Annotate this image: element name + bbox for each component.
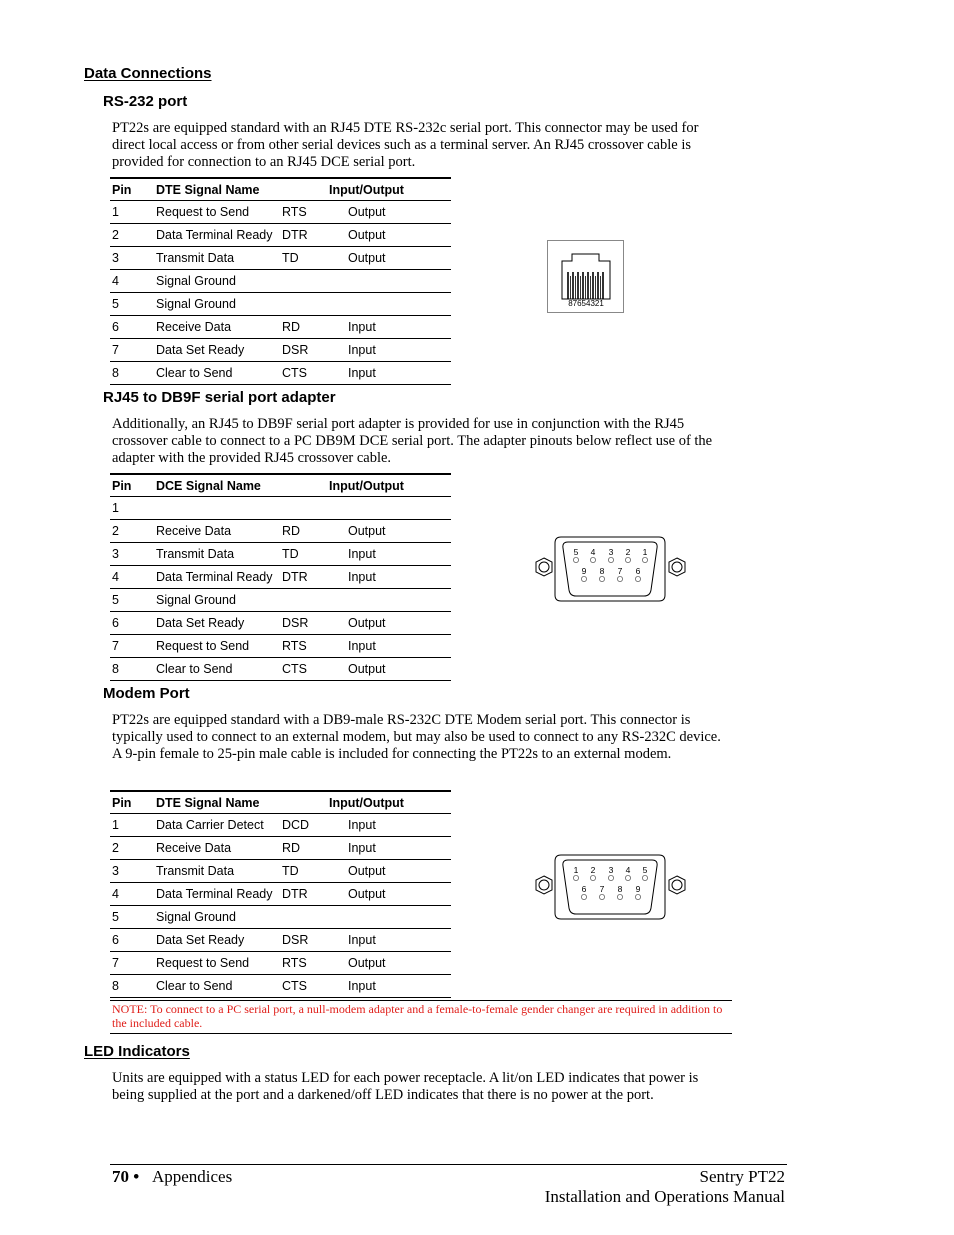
db9m-pin-label: 5 [642,865,648,875]
db9m-pin-label: 6 [581,884,587,894]
subheading-rj45-db9f-adapter: RJ45 to DB9F serial port adapter [103,389,336,406]
section-heading-data-connections: Data Connections [84,65,212,82]
abbrev-cell: RTS [282,635,328,658]
null-modem-note: NOTE: To connect to a PC serial port, a null-modem adapter and a female-to-female gender changer are required in addition to the included cable. [110,1000,732,1034]
pin-cell: 5 [110,589,156,612]
db9f-pin-label: 2 [625,547,631,557]
table-header-row [110,474,451,497]
io-cell: Input [328,929,451,952]
db9m-pin-label: 7 [599,884,605,894]
table-row [110,952,451,975]
io-cell: Input [328,814,451,837]
header-abbrev [282,791,328,814]
abbrev-cell: RTS [282,201,328,224]
abbrev-cell: DTR [282,566,328,589]
abbrev-cell: DSR [282,612,328,635]
pin-cell: 4 [110,270,156,293]
section-heading-led-indicators: LED Indicators [84,1043,190,1060]
signal-name-cell: Data Terminal Ready [156,566,282,589]
table-row [110,612,451,635]
io-cell [328,906,451,929]
io-cell [328,293,451,316]
abbrev-cell: CTS [282,362,328,385]
header-input-output: Input/Output [328,178,451,201]
signal-name-cell: Receive Data [156,520,282,543]
pin-cell: 4 [110,566,156,589]
abbrev-cell [282,589,328,612]
abbrev-cell: RTS [282,952,328,975]
pin-cell: 3 [110,543,156,566]
abbrev-cell: CTS [282,975,328,998]
io-cell: Input [328,566,451,589]
table-row [110,906,451,929]
signal-name-cell: Signal Ground [156,906,282,929]
io-cell: Output [328,520,451,543]
db9m-pin-label: 1 [573,865,579,875]
signal-name-cell: Signal Ground [156,589,282,612]
abbrev-cell: TD [282,247,328,270]
footer-rule [110,1164,787,1165]
signal-name-cell: Clear to Send [156,362,282,385]
pin-cell: 8 [110,658,156,681]
footer-right [545,1167,785,1207]
pin-cell: 7 [110,635,156,658]
abbrev-cell: DTR [282,224,328,247]
table-row [110,883,451,906]
table-row [110,837,451,860]
db9m-pin-label: 2 [590,865,596,875]
footer-section: Appendices [151,1167,233,1186]
pin-cell: 1 [110,814,156,837]
abbrev-cell: RD [282,520,328,543]
io-cell: Output [328,952,451,975]
right-mounting-nut [669,558,685,576]
table-row [110,520,451,543]
page-number: 70 [112,1167,129,1186]
io-cell: Output [328,860,451,883]
db9f-pin-label: 7 [617,566,623,576]
db9f-pin-label: 6 [635,566,641,576]
right-mounting-nut [669,876,685,894]
io-cell: Input [328,543,451,566]
header-input-output: Input/Output [328,474,451,497]
io-cell: Output [328,883,451,906]
footer-bullet: • [133,1167,140,1186]
io-cell [328,589,451,612]
pin-cell: 4 [110,883,156,906]
signal-name-cell: Clear to Send [156,975,282,998]
left-mounting-nut [536,876,552,894]
adapter-pinout-table [110,473,451,681]
io-cell: Input [328,362,451,385]
left-mounting-nut [536,558,552,576]
signal-name-cell [156,497,282,520]
abbrev-cell [282,906,328,929]
led-paragraph: Units are equipped with a status LED for each power receptacle. A lit/on LED indicates that power is being supplied at the port and a darkened/off LED indicates that there is no power at the port. [112,1070,699,1103]
pin-cell: 1 [110,497,156,520]
subheading-modem-port: Modem Port [103,685,190,702]
signal-name-cell: Signal Ground [156,270,282,293]
signal-name-cell: Data Set Ready [156,612,282,635]
db9f-pin-label: 5 [573,547,579,557]
table-row [110,497,451,520]
io-cell: Output [328,201,451,224]
rj45-pin-label: 87654321 [568,299,604,308]
rj45-jack-diagram [547,240,625,313]
pin-cell: 6 [110,929,156,952]
signal-name-cell: Data Terminal Ready [156,224,282,247]
signal-name-cell: Request to Send [156,952,282,975]
db9m-pin-label: 9 [635,884,641,894]
io-cell: Output [328,247,451,270]
header-signal-name: DCE Signal Name [156,474,282,497]
io-cell: Output [328,224,451,247]
abbrev-cell: DSR [282,929,328,952]
signal-name-cell: Transmit Data [156,860,282,883]
db9f-pin-label: 8 [599,566,605,576]
pin-cell: 5 [110,293,156,316]
table-row [110,224,451,247]
footer-manual: Installation and Operations Manual [544,1187,785,1206]
db9-male-connector-diagram [530,851,690,923]
db9m-pin-label: 4 [625,865,631,875]
db9f-pin-label: 4 [590,547,596,557]
abbrev-cell: RD [282,316,328,339]
signal-name-cell: Data Carrier Detect [156,814,282,837]
db9m-pin-label: 3 [608,865,614,875]
header-signal-name: DTE Signal Name [156,791,282,814]
signal-name-cell: Receive Data [156,837,282,860]
rs232-pinout-table [110,177,451,385]
header-signal-name: DTE Signal Name [156,178,282,201]
signal-name-cell: Clear to Send [156,658,282,681]
footer-left [112,1167,232,1187]
io-cell: Input [328,316,451,339]
table-row [110,270,451,293]
header-input-output: Input/Output [328,791,451,814]
table-header-row [110,178,451,201]
pin-cell: 3 [110,860,156,883]
abbrev-cell: RD [282,837,328,860]
signal-name-cell: Request to Send [156,201,282,224]
header-pin: Pin [110,474,156,497]
table-row [110,975,451,998]
table-row [110,589,451,612]
abbrev-cell [282,293,328,316]
pin-cell: 2 [110,520,156,543]
abbrev-cell [282,270,328,293]
signal-name-cell: Data Set Ready [156,339,282,362]
io-cell: Input [328,837,451,860]
abbrev-cell: DTR [282,883,328,906]
subheading-rs232-port: RS-232 port [103,93,188,110]
io-cell: Output [328,612,451,635]
pin-cell: 8 [110,362,156,385]
db9f-pin-label: 9 [581,566,587,576]
adapter-paragraph: Additionally, an RJ45 to DB9F serial port adapter is provided for use in conjunction with the RJ45 crossover cable to connect to a PC DB9M DCE serial port. The adapter pinouts below reflect use of the adapter with the provided RJ45 crossover cable. [112,416,713,466]
db9-female-connector-diagram [530,533,690,605]
modem-pinout-table [110,790,451,998]
header-abbrev [282,178,328,201]
db9m-pin-label: 8 [617,884,623,894]
io-cell: Input [328,975,451,998]
table-row [110,543,451,566]
db9f-pin-label: 3 [608,547,614,557]
pin-cell: 7 [110,339,156,362]
table-row [110,339,451,362]
abbrev-cell: DSR [282,339,328,362]
io-cell [328,497,451,520]
signal-name-cell: Transmit Data [156,543,282,566]
table-row [110,814,451,837]
abbrev-cell: TD [282,543,328,566]
abbrev-cell: TD [282,860,328,883]
pin-cell: 5 [110,906,156,929]
header-abbrev [282,474,328,497]
table-row [110,635,451,658]
io-cell: Output [328,658,451,681]
signal-name-cell: Request to Send [156,635,282,658]
table-row [110,362,451,385]
abbrev-cell: DCD [282,814,328,837]
header-pin: Pin [110,178,156,201]
table-row [110,201,451,224]
io-cell: Input [328,339,451,362]
signal-name-cell: Data Terminal Ready [156,883,282,906]
header-pin: Pin [110,791,156,814]
table-row [110,247,451,270]
table-row [110,860,451,883]
table-row [110,316,451,339]
io-cell [328,270,451,293]
table-row [110,293,451,316]
pin-cell: 1 [110,201,156,224]
signal-name-cell: Receive Data [156,316,282,339]
pin-cell: 7 [110,952,156,975]
modem-paragraph: PT22s are equipped standard with a DB9-male RS-232C DTE Modem serial port. This connector is typically used to connect to an external modem, but may also be used to connect to any RS-232C device. A 9-pin female to 25-pin male cable is included for connecting the PT22s to an external modem. [112,712,721,762]
signal-name-cell: Data Set Ready [156,929,282,952]
table-header-row [110,791,451,814]
pin-cell: 2 [110,837,156,860]
table-row [110,566,451,589]
table-row [110,929,451,952]
io-cell: Input [328,635,451,658]
abbrev-cell [282,497,328,520]
pin-cell: 3 [110,247,156,270]
db9f-pin-label: 1 [642,547,648,557]
signal-name-cell: Signal Ground [156,293,282,316]
pin-cell: 6 [110,316,156,339]
signal-name-cell: Transmit Data [156,247,282,270]
footer-product: Sentry PT22 [699,1167,785,1186]
pin-cell: 2 [110,224,156,247]
rs232-paragraph: PT22s are equipped standard with an RJ45 DTE RS-232c serial port. This connector may be used for direct local access or from other serial devices such as a terminal server. An RJ45 crossover cable is provided for connection to an RJ45 DCE serial port. [112,120,699,170]
table-row [110,658,451,681]
pin-cell: 6 [110,612,156,635]
pin-cell: 8 [110,975,156,998]
abbrev-cell: CTS [282,658,328,681]
